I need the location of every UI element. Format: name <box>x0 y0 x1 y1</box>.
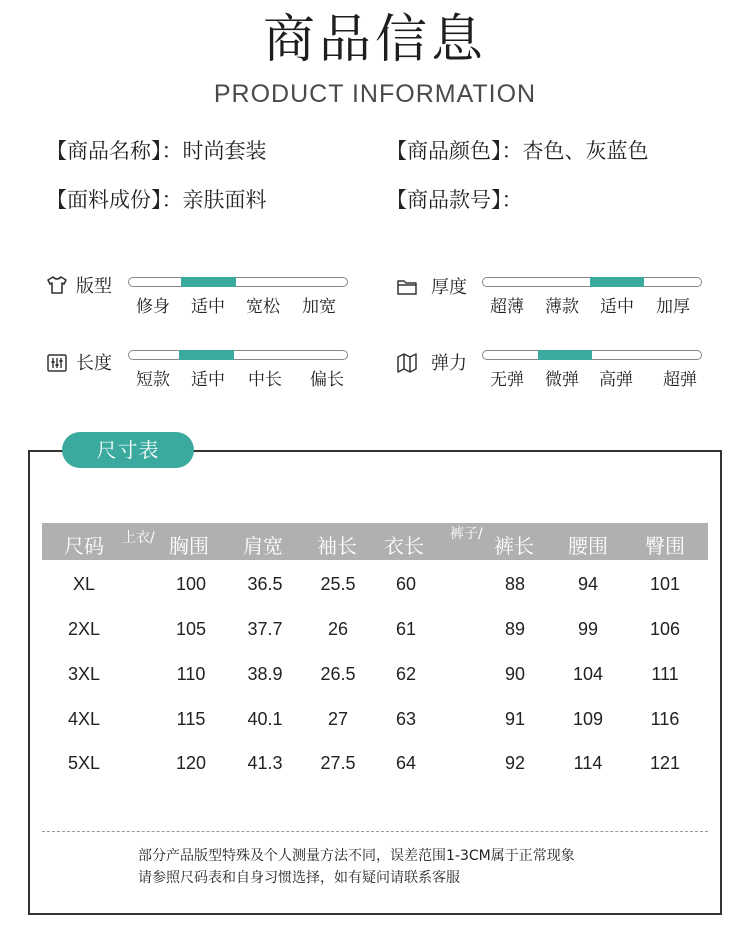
measurement-cell: 27 <box>327 709 349 729</box>
measurement-cell: 101 <box>649 574 681 594</box>
header-top-group: 上衣/ <box>122 530 155 546</box>
thickness-option-1: 超薄 <box>490 297 524 317</box>
thickness-selected-fill <box>590 277 645 287</box>
measurement-cell: 38.9 <box>247 664 283 684</box>
shirt-icon <box>46 274 68 300</box>
measurement-cell: 27.5 <box>320 753 356 773</box>
size-label-cell: 2XL <box>67 619 101 639</box>
measurement-cell: 100 <box>175 574 207 594</box>
fit-option-1: 修身 <box>136 297 170 317</box>
elasticity-option-3: 高弹 <box>599 370 633 390</box>
header-size: 尺码 <box>64 534 104 558</box>
thickness-option-4: 加厚 <box>656 297 690 317</box>
measurement-cell: 90 <box>504 664 526 684</box>
fit-scale <box>128 277 348 287</box>
size-label-cell: 4XL <box>67 709 101 729</box>
fit-option-2: 适中 <box>191 297 225 317</box>
thickness-label: 厚度 <box>431 277 467 298</box>
header-hip: 臀围 <box>645 534 685 558</box>
measurement-cell: 106 <box>649 619 681 639</box>
product-color: 【商品颜色】：杏色、灰蓝色 <box>386 139 649 163</box>
measurement-cell: 116 <box>650 709 680 729</box>
measurement-cell: 89 <box>504 619 526 639</box>
length-selected-fill <box>179 350 234 360</box>
measurement-cell: 60 <box>395 574 417 594</box>
fit-option-3: 宽松 <box>246 297 280 317</box>
elasticity-scale <box>482 350 702 360</box>
fit-selected-fill <box>181 277 236 287</box>
sliders-icon <box>46 352 68 378</box>
measurement-cell: 26 <box>327 619 349 639</box>
header-waist: 腰围 <box>568 534 608 558</box>
folder-icon <box>396 276 418 302</box>
fit-label: 版型 <box>76 276 112 297</box>
elasticity-selected-fill <box>538 350 593 360</box>
measurement-cell: 104 <box>572 664 604 684</box>
measurement-cell: 40.1 <box>247 709 283 729</box>
size-chart-tab: 尺寸表 <box>62 432 194 468</box>
measurement-cell: 25.5 <box>320 574 356 594</box>
measurement-cell: 110 <box>176 664 206 684</box>
measurement-cell: 120 <box>175 753 207 773</box>
page-subtitle: PRODUCT INFORMATION <box>213 80 537 108</box>
header-top-length: 衣长 <box>384 534 424 558</box>
length-option-1: 短款 <box>136 370 170 390</box>
note-line-1: 部分产品版型特殊及个人测量方法不同，误差范围1-3CM属于正常现象 <box>138 848 575 864</box>
measurement-cell: 91 <box>504 709 526 729</box>
elasticity-option-2: 微弹 <box>545 370 579 390</box>
measurement-cell: 63 <box>395 709 417 729</box>
measurement-cell: 36.5 <box>247 574 283 594</box>
measurement-cell: 64 <box>395 753 417 773</box>
measurement-cell: 109 <box>572 709 604 729</box>
measurement-cell: 114 <box>573 753 603 773</box>
fit-option-4: 加宽 <box>302 297 336 317</box>
length-option-2: 适中 <box>191 370 225 390</box>
map-fold-icon <box>396 352 418 378</box>
size-label-cell: 3XL <box>67 664 101 684</box>
size-label-cell: 5XL <box>67 753 101 773</box>
product-model: 【商品款号】： <box>386 188 523 212</box>
measurement-cell: 41.3 <box>247 753 283 773</box>
measurement-cell: 37.7 <box>247 619 283 639</box>
measurement-cell: 94 <box>577 574 599 594</box>
measurement-cell: 115 <box>176 709 206 729</box>
elasticity-label: 弹力 <box>431 353 467 374</box>
measurement-cell: 105 <box>175 619 207 639</box>
thickness-option-2: 薄款 <box>545 297 579 317</box>
thickness-option-3: 适中 <box>600 297 634 317</box>
measurement-cell: 121 <box>649 753 681 773</box>
measurement-cell: 62 <box>395 664 417 684</box>
measurement-cell: 111 <box>651 664 679 684</box>
size-label-cell: XL <box>72 574 96 594</box>
product-fabric: 【面料成份】：亲肤面料 <box>46 188 267 212</box>
note-line-2: 请参照尺码表和自身习惯选择，如有疑问请联系客服 <box>138 870 460 886</box>
header-pants-length: 裤长 <box>494 534 534 558</box>
product-name: 【商品名称】：时尚套装 <box>46 139 267 163</box>
thickness-scale <box>482 277 702 287</box>
elasticity-option-4: 超弹 <box>663 370 697 390</box>
elasticity-option-1: 无弹 <box>490 370 524 390</box>
divider <box>42 831 708 832</box>
header-chest: 胸围 <box>169 534 209 558</box>
header-shoulder: 肩宽 <box>243 534 283 558</box>
length-scale <box>128 350 348 360</box>
measurement-cell: 61 <box>395 619 417 639</box>
page-title: 商品信息 <box>262 10 487 70</box>
header-pants-group: 裤子/ <box>450 526 483 542</box>
length-label: 长度 <box>76 353 112 374</box>
length-option-4: 偏长 <box>310 370 344 390</box>
length-option-3: 中长 <box>248 370 282 390</box>
header-sleeve: 袖长 <box>317 534 357 558</box>
measurement-cell: 92 <box>504 753 526 773</box>
measurement-cell: 88 <box>504 574 526 594</box>
measurement-cell: 99 <box>577 619 599 639</box>
measurement-cell: 26.5 <box>320 664 356 684</box>
